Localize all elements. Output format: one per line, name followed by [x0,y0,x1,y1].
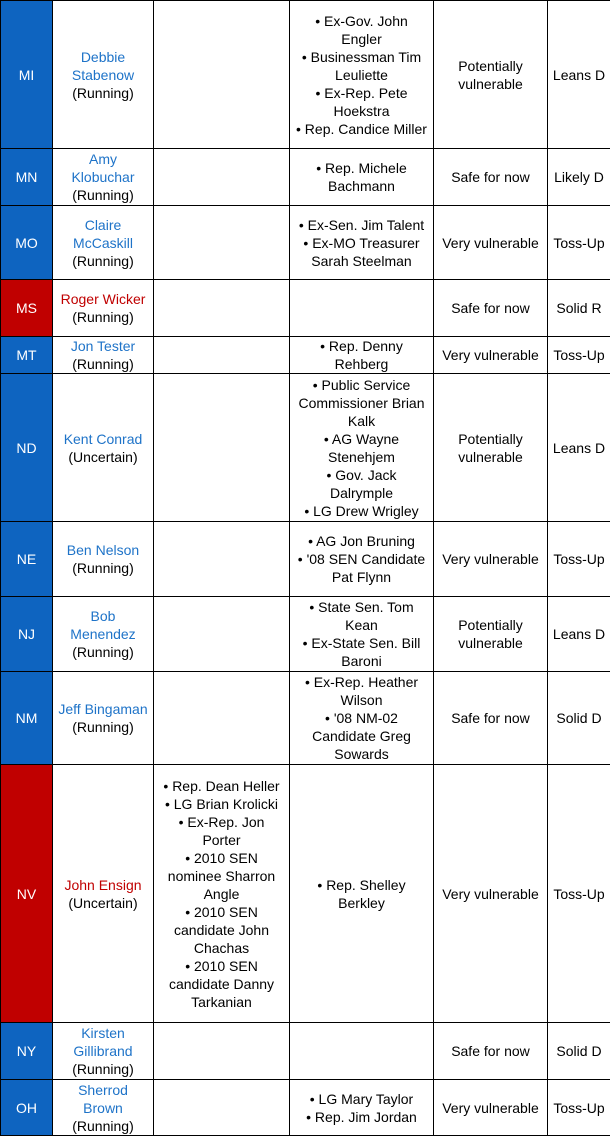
challengers-cell-general [290,672,434,765]
challengers-cell-primary [154,1023,290,1080]
incumbent-cell [53,1,154,149]
race-rating: Leans D [553,67,605,83]
challenger-line: candidate Danny [156,975,287,993]
challengers-cell-primary [154,374,290,522]
challengers-cell-primary [154,522,290,597]
challenger-line: • Rep. Denny [292,337,431,355]
incumbent-cell [53,1023,154,1080]
race-rating: Solid R [556,300,601,316]
challengers-cell-general [290,206,434,280]
challenger-line: nominee Sharron [156,867,287,885]
challenger-line: • '08 SEN Candidate [292,550,431,568]
vulnerability-cell [434,206,548,280]
challengers-cell-general [290,149,434,206]
incumbent-status: (Running) [55,1060,151,1078]
challengers-cell-primary [154,1,290,149]
challenger-line: Engler [292,30,431,48]
vulnerability-text: Potentially [436,57,545,75]
state-cell [1,1080,53,1136]
challenger-line: Sowards [292,745,431,763]
challenger-line: Kalk [292,412,431,430]
challengers-cell-general [290,765,434,1023]
challengers-cell-primary [154,206,290,280]
state-code: MN [16,169,38,185]
incumbent-cell [53,765,154,1023]
race-rating: Likely D [554,169,604,185]
race-rating: Toss-Up [553,347,604,363]
race-rating: Toss-Up [553,551,604,567]
incumbent-status: (Running) [55,252,151,270]
incumbent-cell [53,374,154,522]
challengers-cell-general [290,1080,434,1136]
vulnerability-cell [434,1080,548,1136]
challenger-line: • Ex-Rep. Heather [292,673,431,691]
state-code: NE [17,551,36,567]
incumbent-name[interactable]: Gillibrand [55,1042,151,1060]
vulnerability-cell [434,765,548,1023]
incumbent-status: (Uncertain) [55,448,151,466]
state-code: NV [17,886,36,902]
incumbent-name[interactable]: Sherrod [55,1081,151,1099]
challengers-cell-primary [154,149,290,206]
challenger-line: candidate John [156,921,287,939]
rating-cell [548,1080,610,1136]
challenger-line: Tarkanian [156,993,287,1011]
vulnerability-text: Very vulnerable [436,550,545,568]
challenger-line: Leuliette [292,66,431,84]
challenger-line: • 2010 SEN [156,849,287,867]
state-cell [1,206,53,280]
challenger-line: Hoekstra [292,102,431,120]
table-row [1,149,610,206]
race-rating: Leans D [553,440,605,456]
state-cell [1,280,53,337]
table-row [1,374,610,522]
incumbent-name[interactable]: Roger Wicker [55,290,151,308]
challenger-line: • Gov. Jack [292,466,431,484]
race-rating: Toss-Up [553,1100,604,1116]
state-code: MI [19,67,35,83]
state-cell [1,597,53,672]
table-row [1,1023,610,1080]
incumbent-cell [53,149,154,206]
state-cell [1,1,53,149]
state-cell [1,765,53,1023]
challenger-line: • Ex-Rep. Jon [156,813,287,831]
vulnerability-text: Very vulnerable [436,234,545,252]
state-cell [1,149,53,206]
vulnerability-text: Potentially [436,616,545,634]
rating-cell [548,149,610,206]
state-code: NY [17,1043,36,1059]
vulnerability-cell [434,149,548,206]
vulnerability-cell [434,672,548,765]
challenger-line: • Ex-Gov. John [292,12,431,30]
challengers-cell-general [290,280,434,337]
rating-cell [548,337,610,374]
vulnerability-text: Safe for now [436,709,545,727]
incumbent-cell [53,522,154,597]
challenger-line: Wilson [292,691,431,709]
incumbent-status: (Running) [55,643,151,661]
vulnerability-cell [434,1,548,149]
race-rating: Solid D [556,1043,601,1059]
rating-cell [548,765,610,1023]
challengers-cell-general [290,337,434,374]
challengers-cell-general [290,1023,434,1080]
table-row [1,337,610,374]
incumbent-name[interactable]: Debbie [55,48,151,66]
vulnerability-text: vulnerable [436,634,545,652]
challenger-line: Pat Flynn [292,568,431,586]
rating-cell [548,280,610,337]
challenger-line: • AG Jon Bruning [292,532,431,550]
incumbent-cell [53,280,154,337]
vulnerability-text: Safe for now [436,1042,545,1060]
incumbent-name[interactable]: McCaskill [55,234,151,252]
race-rating: Leans D [553,626,605,642]
challenger-line: • LG Mary Taylor [292,1090,431,1108]
state-code: MT [16,347,36,363]
table-row [1,522,610,597]
challenger-line: • Public Service [292,376,431,394]
challengers-cell-primary [154,597,290,672]
incumbent-cell [53,1080,154,1136]
challenger-line: • Rep. Shelley [292,876,431,894]
rating-cell [548,1023,610,1080]
challenger-line: Angle [156,885,287,903]
incumbent-name[interactable]: Kirsten [55,1024,151,1042]
table-row [1,672,610,765]
challenger-line: • '08 NM-02 [292,709,431,727]
incumbent-status: (Uncertain) [55,894,151,912]
incumbent-status: (Running) [55,1117,151,1135]
vulnerability-cell [434,597,548,672]
state-cell [1,672,53,765]
state-code: NM [16,710,38,726]
rating-cell [548,672,610,765]
challengers-cell-general [290,597,434,672]
incumbent-status: (Running) [55,308,151,326]
incumbent-name[interactable]: John Ensign [55,876,151,894]
incumbent-name[interactable]: Menendez [55,625,151,643]
vulnerability-cell [434,374,548,522]
challenger-line: • LG Brian Krolicki [156,795,287,813]
incumbent-cell [53,337,154,374]
race-rating: Solid D [556,710,601,726]
state-code: MO [15,235,38,251]
vulnerability-text: vulnerable [436,448,545,466]
vulnerability-cell [434,280,548,337]
vulnerability-cell [434,337,548,374]
challenger-line: • Rep. Michele [292,159,431,177]
state-cell [1,522,53,597]
challengers-cell-primary [154,672,290,765]
challenger-line: Commissioner Brian [292,394,431,412]
incumbent-status: (Running) [55,355,151,373]
challenger-line: • Ex-State Sen. Bill [292,634,431,652]
vulnerability-text: Very vulnerable [436,346,545,364]
vulnerability-text: vulnerable [436,75,545,93]
challenger-line: • AG Wayne [292,430,431,448]
race-rating: Toss-Up [553,886,604,902]
rating-cell [548,597,610,672]
challenger-line: • Ex-Rep. Pete [292,84,431,102]
table-row [1,597,610,672]
challengers-cell-general [290,374,434,522]
rating-cell [548,374,610,522]
incumbent-status: (Running) [55,718,151,736]
state-cell [1,374,53,522]
rating-cell [548,206,610,280]
challenger-line: Chachas [156,939,287,957]
challenger-line: Candidate Greg [292,727,431,745]
table-row [1,280,610,337]
state-code: NJ [18,626,35,642]
table-row [1,1,610,149]
challenger-line: • 2010 SEN [156,903,287,921]
incumbent-status: (Running) [55,559,151,577]
challenger-line: • Rep. Jim Jordan [292,1108,431,1126]
challenger-line: • LG Drew Wrigley [292,502,431,520]
incumbent-status: (Running) [55,84,151,102]
race-rating: Toss-Up [553,235,604,251]
challengers-cell-primary [154,1080,290,1136]
table-row [1,765,610,1023]
challenger-line: • Rep. Dean Heller [156,777,287,795]
challengers-cell-primary [154,280,290,337]
table-row [1,1080,610,1136]
challengers-cell-primary [154,337,290,374]
table-body [1,1,610,1136]
challenger-line: • State Sen. Tom [292,598,431,616]
state-cell [1,337,53,374]
challenger-line: Baroni [292,652,431,670]
table-row [1,206,610,280]
incumbent-cell [53,206,154,280]
challenger-line: • Ex-MO Treasurer [292,234,431,252]
incumbent-name[interactable]: Brown [55,1099,151,1117]
challenger-line: Porter [156,831,287,849]
incumbent-name[interactable]: Klobuchar [55,168,151,186]
vulnerability-text: Safe for now [436,168,545,186]
challengers-cell-general [290,1,434,149]
rating-cell [548,522,610,597]
incumbent-name[interactable]: Jon Tester [55,337,151,355]
state-code: MS [16,300,37,316]
vulnerability-text: Very vulnerable [436,1099,545,1117]
challenger-line: • Ex-Sen. Jim Talent [292,216,431,234]
incumbent-name[interactable]: Jeff Bingaman [55,700,151,718]
challenger-line: • 2010 SEN [156,957,287,975]
vulnerability-cell [434,1023,548,1080]
challenger-line: Kean [292,616,431,634]
incumbent-name[interactable]: Claire [55,216,151,234]
state-code: ND [16,440,36,456]
incumbent-cell [53,597,154,672]
incumbent-cell [53,672,154,765]
challenger-line: Stenehjem [292,448,431,466]
challenger-line: Sarah Steelman [292,252,431,270]
incumbent-name[interactable]: Amy [55,150,151,168]
challenger-line: • Businessman Tim [292,48,431,66]
state-code: OH [16,1100,37,1116]
state-cell [1,1023,53,1080]
incumbent-name[interactable]: Bob [55,607,151,625]
incumbent-name[interactable]: Ben Nelson [55,541,151,559]
rating-cell [548,1,610,149]
challenger-line: Bachmann [292,177,431,195]
vulnerability-cell [434,522,548,597]
challenger-line: Berkley [292,894,431,912]
incumbent-name[interactable]: Kent Conrad [55,430,151,448]
challenger-line: Rehberg [292,355,431,373]
challenger-line: • Rep. Candice Miller [292,120,431,138]
vulnerability-text: Potentially [436,430,545,448]
incumbent-name[interactable]: Stabenow [55,66,151,84]
challengers-cell-general [290,522,434,597]
vulnerability-text: Safe for now [436,299,545,317]
vulnerability-text: Very vulnerable [436,885,545,903]
challengers-cell-primary [154,765,290,1023]
incumbent-status: (Running) [55,186,151,204]
challenger-line: Dalrymple [292,484,431,502]
